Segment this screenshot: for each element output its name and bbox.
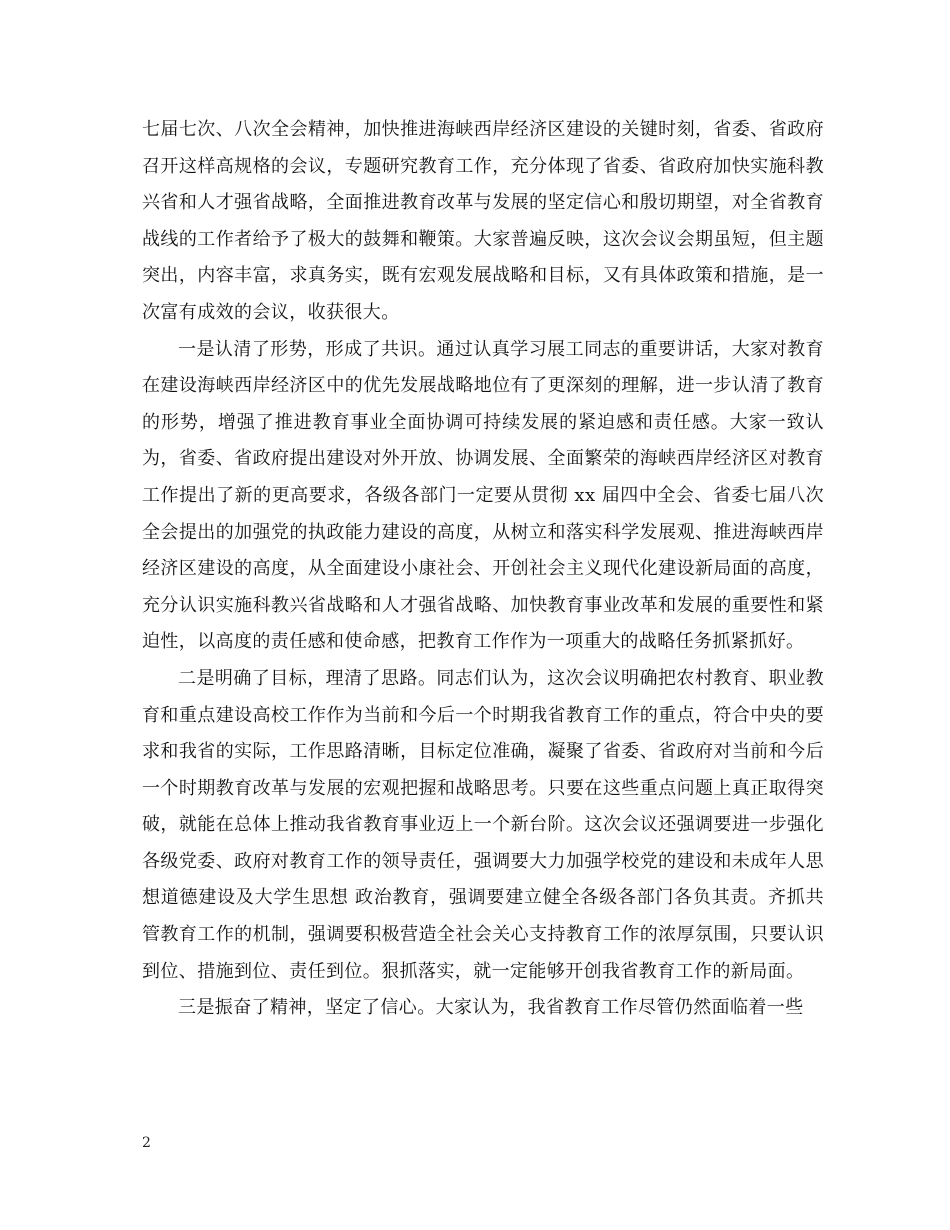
paragraph-3: 二是明确了目标，理清了思路。同志们认为，这次会议明确把农村教育、职业教育和重点建设高校工作作为当前和今后一个时期我省教育工作的重点，符合中央的要求和我省的实际，工作思路清晰，目标定位准确，凝聚了省委、省政府对当前和今后一个时期教育改革与发展的宏观把握和战略思考。只要在这些重点问题上真正取得突破，就能在总体上推动我省教育事业迈上一个新台阶。这次会议还强调要进一步强化各级党委、政府对教育工作的领导责任，强调要大力加强学校党的建设和未成年人思想道德建设及大学生思想 政治教育，强调要建立健全各级各部门各负其责。齐抓共管教育工作的机制，强调要积极营造全社会关心支持教育工作的浓厚氛围，只要认识到位、措施到位、责任到位。狠抓落实，就一定能够开创我省教育工作的新局面。	[142, 667, 824, 982]
paragraph-1: 七届七次、八次全会精神，加快推进海峡西岸经济区建设的关键时刻，省委、省政府召开这样高规格的会议，专题研究教育工作，充分体现了省委、省政府加快实施科教兴省和人才强省战略，全面推进教育改革与发展的坚定信心和殷切期望，对全省教育战线的工作者给予了极大的鼓舞和鞭策。大家普遍反映，这次会议会期虽短，但主题突出，内容丰富，求真务实，既有宏观发展战略和目标，又有具体政策和措施，是一次富有成效的会议，收获很大。	[142, 119, 824, 323]
page-number: 2	[142, 1135, 151, 1151]
paragraph-4: 三是振奋了精神，坚定了信心。大家认为，我省教育工作尽管仍然面临着一些	[178, 997, 804, 1019]
paragraph-2: 一是认清了形势，形成了共识。通过认真学习展工同志的重要讲话，大家对教育在建设海峡西岸经济区中的优先发展战略地位有了更深刻的理解，进一步认清了教育的形势，增强了推进教育事业全面协调可持续发展的紧迫感和责任感。大家一致认为，省委、省政府提出建设对外开放、协调发展、全面繁荣的海峡西岸经济区对教育工作提出了新的更高要求，各级各部门一定要从贯彻 xx 届四中全会、省委七届八次全会提出的加强党的执政能力建设的高度，从树立和落实科学发展观、推进海峡西岸经济区建设的高度，从全面建设小康社会、开创社会主义现代化建设新局面的高度，充分认识实施科教兴省战略和人才强省战略、加快教育事业改革和发展的重要性和紧迫性，以高度的责任感和使命感，把教育工作作为一项重大的战略任务抓紧抓好。	[142, 338, 824, 653]
document-body	[142, 112, 824, 1027]
